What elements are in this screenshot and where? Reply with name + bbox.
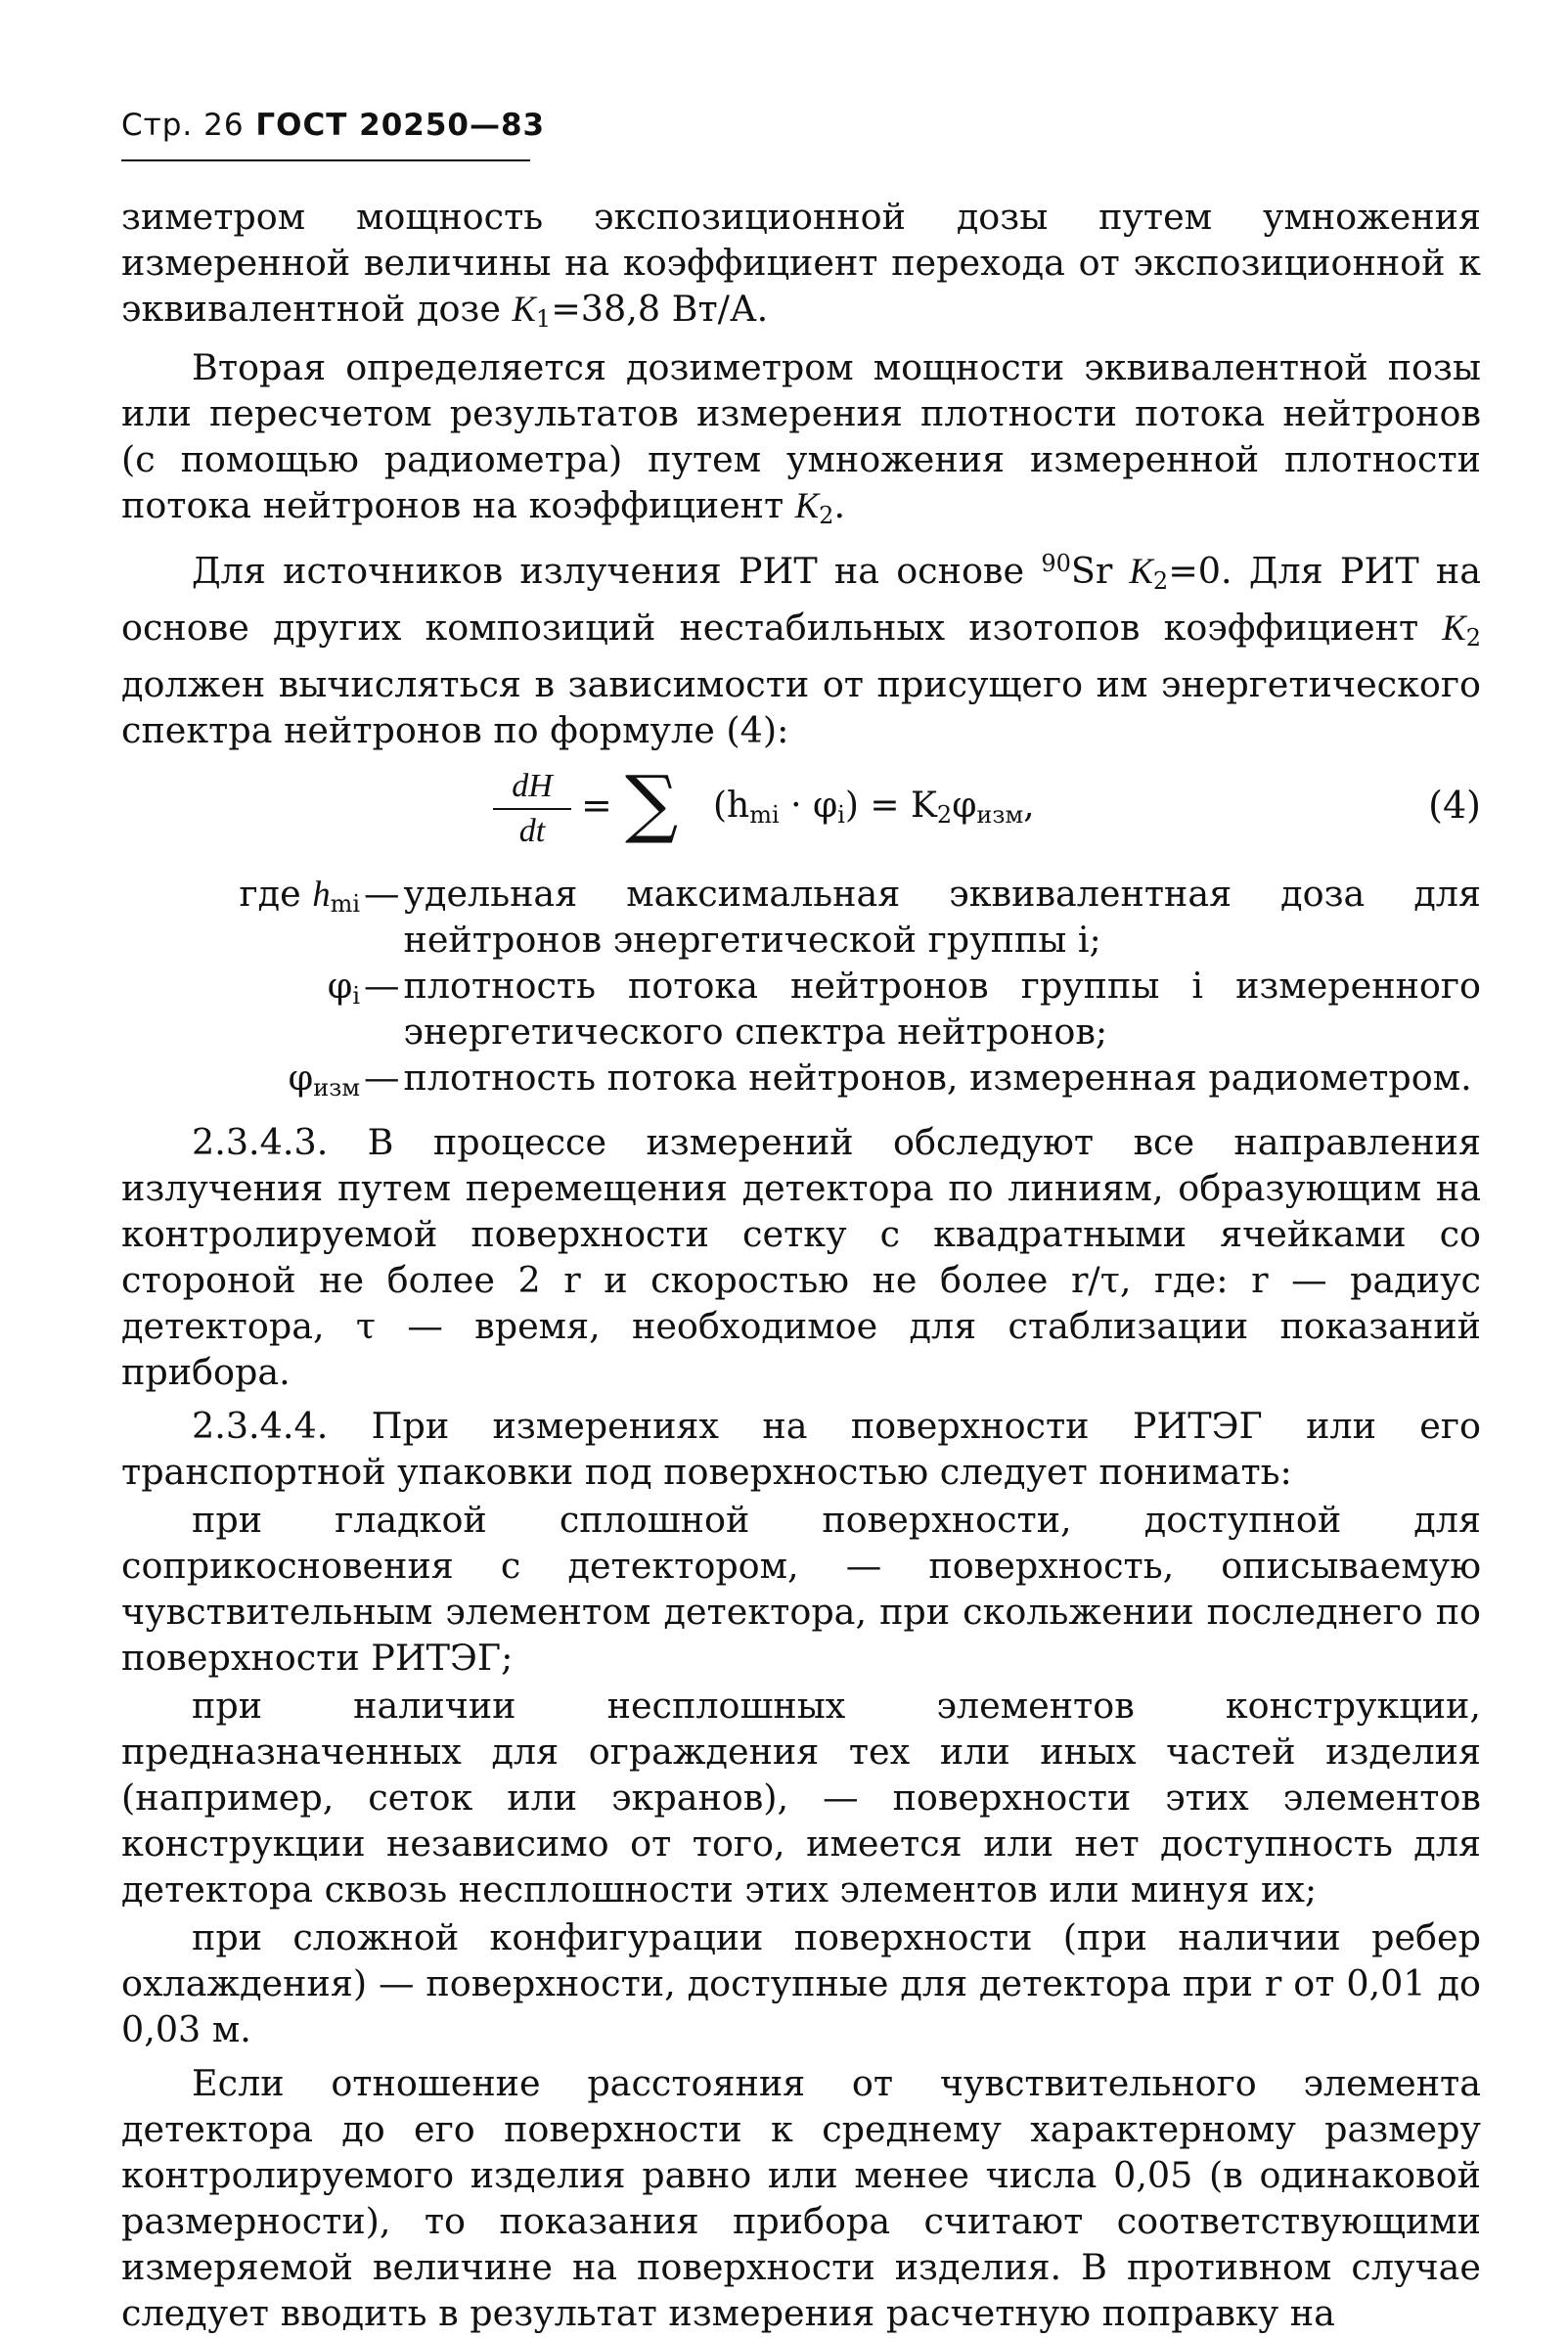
paragraph-text: =0. Для РИТ на основе других композиций нестабильных изотопов коэффициент — [121, 550, 1481, 649]
term-symbol: φ — [327, 965, 353, 1007]
page-number-label: Стр. 26 — [121, 108, 245, 143]
definition-dash: — — [364, 1057, 400, 1099]
header-divider — [121, 159, 530, 161]
subscript: i — [837, 801, 845, 829]
subscript: 2 — [936, 801, 953, 829]
fraction-bar — [493, 808, 571, 810]
document-body — [121, 194, 1481, 2338]
term-prefix: где — [239, 873, 313, 915]
rhs-part: · φ — [779, 786, 838, 826]
rhs-part: ) = K — [844, 786, 937, 826]
term-symbol: h — [312, 874, 331, 914]
definition-dash: — — [364, 873, 400, 915]
subscript: 2 — [1152, 567, 1169, 595]
definition-text: плотность потока нейтронов группы i измеренного энергетического спектра нейтронов; — [403, 965, 1481, 1053]
definition-row — [121, 871, 1481, 963]
symbol-k: K — [1442, 607, 1466, 648]
definition-term — [121, 871, 360, 927]
paragraph-text: зиметром мощность экспозиционной дозы путем умножения измеренной величины на коэффициент перехода от экспозиционной к эквивалентной дозе — [121, 196, 1481, 330]
equals-sign: = — [581, 784, 612, 827]
rhs-part: , — [1023, 786, 1035, 826]
section-2-3-4-3: 2.3.4.3. В процессе измерений обследуют все направления излучения путем перемещения детектора по линиям, образующим на контролируемой поверхности сетку с квадратными ячейками со стороной не более 2 r и скоростью не более r/τ, где: r — радиус детектора, τ — время, необходимое для стаблизации показаний прибора. — [121, 1121, 1481, 1393]
definition-dash: — — [364, 965, 400, 1007]
subscript: изм — [313, 1074, 360, 1102]
paragraph-text: . — [833, 484, 846, 526]
list-item-non-solid-elements: при наличии несплошных элементов конструкции, предназначенных для ограждения тех или иных частей изделия (например, сеток или экранов), — поверхности этих элементов конструкции независимо от того, имеется или нет доступность для детектора сквозь несплошности этих элементов или минуя их; — [121, 1685, 1481, 1911]
standard-title: ГОСТ 20250—83 — [255, 108, 546, 143]
definition-row — [121, 1055, 1481, 1111]
symbol-k: K — [1129, 551, 1153, 591]
subscript: 2 — [819, 502, 834, 529]
subscript: 2 — [1465, 624, 1481, 652]
formula-definitions — [121, 871, 1481, 1111]
superscript: 90 — [1041, 550, 1071, 577]
formula-4 — [121, 759, 1481, 867]
sum-symbol: ∑ — [625, 759, 679, 846]
paragraph-text: должен вычисляться в зависимости от присущего им энергетического спектра нейтронов по формуле (4): — [121, 663, 1481, 751]
paragraph-rit-sources — [121, 541, 1481, 753]
formula-number: (4) — [1428, 784, 1481, 827]
definition-term — [121, 963, 360, 1019]
definition-row — [121, 963, 1481, 1055]
subscript: 1 — [535, 305, 552, 333]
symbol-k: K — [794, 485, 820, 525]
subscript: изм — [976, 801, 1024, 829]
page-header — [121, 108, 545, 143]
paragraph-second-method — [121, 344, 1481, 539]
list-item-complex-configuration: при сложной конфигурации поверхности (при наличии ребер охлаждения) — поверхности, доступные для детектора при r от 0,01 до 0,03 м. — [121, 1916, 1481, 2050]
subscript: mi — [749, 801, 780, 829]
paragraph-ratio-correction: Если отношение расстояния от чувствительного элемента детектора до его поверхности к среднему характерному размеру контролируемого изделия равно или менее числа 0,05 (в одинаковой размерности), то показания прибора считают соответствующими измеряемой величине на поверхности изделия. В противном случае следует вводить в результат измерения расчетную поправку на — [121, 2062, 1481, 2334]
rhs-part: φ — [952, 786, 977, 826]
paragraph-text: Вторая определяется дозиметром мощности эквивалентной позы или пересчетом результатов измерения плотности потока нейтронов (с помощью радиометра) путем умножения измеренной плотности потока нейтронов на коэффициент — [121, 346, 1481, 526]
formula-rhs — [713, 783, 1035, 838]
subscript: i — [352, 982, 360, 1010]
fraction-numerator: dH — [512, 768, 553, 804]
formula-fraction — [493, 767, 571, 851]
section-2-3-4-4: 2.3.4.4. При измерениях на поверхности РИТЭГ или его транспортной упаковки под поверхностью следует понимать: — [121, 1405, 1481, 1493]
rhs-part: (h — [713, 786, 750, 826]
paragraph-text: =38,8 Вт/А. — [551, 288, 769, 330]
paragraph-text: Sr — [1070, 550, 1130, 592]
definition-text: удельная максимальная эквивалентная доза для нейтронов энергетической группы i; — [403, 873, 1481, 961]
list-item-smooth-surface: при гладкой сплошной поверхности, доступной для соприкосновения с детектором, — поверхность, описываемую чувствительным элементом детектора, при скольжении последнего по поверхности РИТЭГ; — [121, 1499, 1481, 1679]
paragraph-text: Для источников излучения РИТ на основе — [192, 550, 1042, 592]
definition-term — [121, 1055, 360, 1111]
paragraph-continuation — [121, 194, 1481, 342]
fraction-denominator: dt — [518, 813, 546, 849]
subscript: mi — [330, 890, 360, 918]
symbol-k: K — [512, 289, 536, 329]
definition-text: плотность потока нейтронов, измеренная радиометром. — [403, 1057, 1472, 1099]
term-symbol: φ — [288, 1057, 314, 1099]
